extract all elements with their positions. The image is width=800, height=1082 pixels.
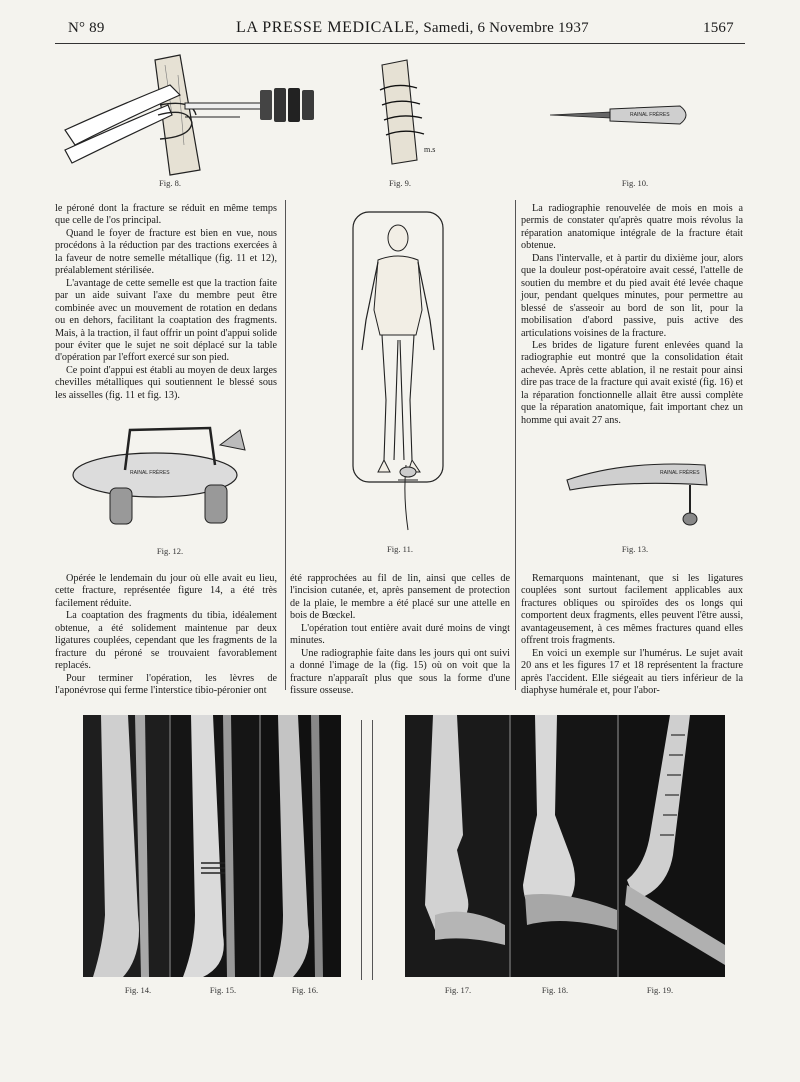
- fig19-caption: Fig. 19.: [646, 985, 674, 995]
- xray-plate-humerus: [405, 715, 725, 977]
- journal-title: LA PRESSE MEDICALE,: [236, 19, 420, 36]
- col3-bottom-para-2: En voici un exemple sur l'humérus. Le sujet avait 20 ans et les figures 17 et 18 représentent la fracture après l'accident. Elle siégeait au tiers inférieur de la diaphyse humérale et, pour l'abor-: [521, 647, 743, 697]
- col2-bottom-para-3: Une radiographie faite dans les jours qui ont suivi a donné l'image de la (fig. 15) où on voit que la fracture n'apparaît plus que sous la forme d'une fissure osseuse.: [290, 647, 510, 697]
- xray-humerus-figures-17-19: [405, 715, 725, 977]
- plate-separator-2: [372, 720, 373, 980]
- fig10-instrument-illustration: [550, 100, 695, 130]
- column1-top-text: [55, 203, 277, 402]
- column-rule-left: [285, 200, 286, 690]
- page-number: 1567: [703, 20, 734, 36]
- col1-bottom-para-2: La coaptation des fragments du tibia, idéalement obtenue, a été solidement maintenue par deux ligatures couplées, cependant que les fragments de la fracture du péroné se trouvaient favorablement replacés.: [55, 610, 277, 672]
- journal-header: [236, 19, 589, 37]
- plate-separator-1: [361, 720, 362, 980]
- fig15-caption: Fig. 15.: [209, 985, 237, 995]
- fig10-brand-mark: RAINAL FRÈRES: [630, 112, 670, 118]
- column1-bottom-text: [55, 573, 277, 698]
- svg-text:m.s: m.s: [424, 145, 436, 154]
- fig14-caption: Fig. 14.: [124, 985, 152, 995]
- fig13-brand-mark: RAINAL FRÈRES: [660, 470, 700, 476]
- fig18-caption: Fig. 18.: [541, 985, 569, 995]
- fig12-caption: Fig. 12.: [156, 546, 184, 556]
- col1-bottom-para-3: Pour terminer l'opération, les lèvres de l'aponévrose qui ferme l'interstice tibio-péronier ont: [55, 672, 277, 697]
- fig8-forceps-illustration: [60, 55, 330, 175]
- issue-number: N° 89: [68, 20, 105, 36]
- col1-top-para-2: Quand le foyer de fracture est bien en vue, nous procédons à la réduction par des tractions exercées à la faveur de notre semelle métallique (fig. 11 et 12), préalablement stérilisée.: [55, 227, 277, 277]
- col3-bottom-para-1: Remarquons maintenant, que si les ligatures couplées sont surtout facilement applicables aux fractures obliques ou spiroïdes des os longs qui comportent deux fragments, elles peuvent l'être aussi, avantageusement, à ces mêmes fractures quand elles offrent trois fragments.: [521, 573, 743, 647]
- col3-top-para-3: Les brides de ligature furent enlevées quand la radiographie eut montré que la consolidation était achevée. Après cette ablation, il ne restait pour ainsi dire pas trace de la fracture qui avait existé (fig. 16) et la réparation fonctionnelle allait être aussi complète que la réparation anatomique, fait important chez un homme qui avait 27 ans.: [521, 339, 743, 426]
- fig13-curved-support-illustration: [565, 455, 715, 535]
- col1-top-para-3: L'avantage de cette semelle est que la traction faite par un aide suivant l'axe du membre peut être combinée avec un mouvement de rotation en dedans ou en dehors, facilitant la coaptation des fragments. Mais, à la traction, il faut offrir un point d'appui solide pour éviter que le sujet ne soit déplacé sur la table d'opération par l'effort exercé sur son pied.: [55, 277, 277, 364]
- fig9-bone-ligature-illustration: [372, 60, 452, 165]
- col1-top-para-4: Ce point d'appui est établi au moyen de deux larges chevilles métalliques qui soutiennent le blessé sous les aisselles (fig. 11 et fig. 13).: [55, 364, 277, 401]
- col1-top-para-1: le péroné dont la fracture se réduit en même temps que celle de l'os principal.: [55, 203, 277, 227]
- col3-top-para-2: Dans l'intervalle, et à partir du dixième jour, alors que la douleur post-opératoire avait cessé, l'attelle de soutien du membre et du pied avait été levée chaque jour, pendant quelques minutes, pour permettre au blessé de s'asseoir au bord de son lit, pour la mobilisation d'abord passive, puis active des articulations voisines de la fracture.: [521, 252, 743, 339]
- fig11-patient-illustration: [348, 210, 448, 540]
- xray-plate-tibia: [83, 715, 341, 977]
- fig10-caption: Fig. 10.: [621, 178, 649, 188]
- header-rule: [55, 43, 745, 44]
- fig17-caption: Fig. 17.: [444, 985, 472, 995]
- issue-date: Samedi, 6 Novembre 1937: [423, 20, 589, 36]
- column3-top-text: [521, 203, 743, 427]
- col2-bottom-para-2: L'opération tout entière avait duré moins de vingt minutes.: [290, 622, 510, 647]
- column3-bottom-text: [521, 573, 743, 698]
- col3-top-para-1: La radiographie renouvelée de mois en mois a permis de constater qu'après quatre mois révolus la réparation anatomique intégrale de la fracture était obtenue.: [521, 203, 743, 252]
- col1-bottom-para-1: Opérée le lendemain du jour où elle avait eu lieu, cette fracture, représentée figure 14, a été très facilement réduite.: [55, 573, 277, 609]
- fig9-caption: Fig. 9.: [389, 178, 411, 188]
- fig13-caption: Fig. 13.: [621, 544, 649, 554]
- column2-bottom-text: [290, 573, 510, 698]
- fig8-caption: Fig. 8.: [159, 178, 181, 188]
- xray-tibia-figures-14-16: [83, 715, 341, 977]
- fig11-caption: Fig. 11.: [387, 544, 413, 554]
- fig12-brand-mark: RAINAL FRÈRES: [130, 470, 170, 476]
- col2-bottom-para-1: été rapprochées au fil de lin, ainsi que celles de l'incision cutanée, et, après pansement de protection de la plaie, le membre a été placé sur une attelle en bois de Bœckel.: [290, 573, 510, 622]
- fig16-caption: Fig. 16.: [291, 985, 319, 995]
- column-rule-right: [515, 200, 516, 690]
